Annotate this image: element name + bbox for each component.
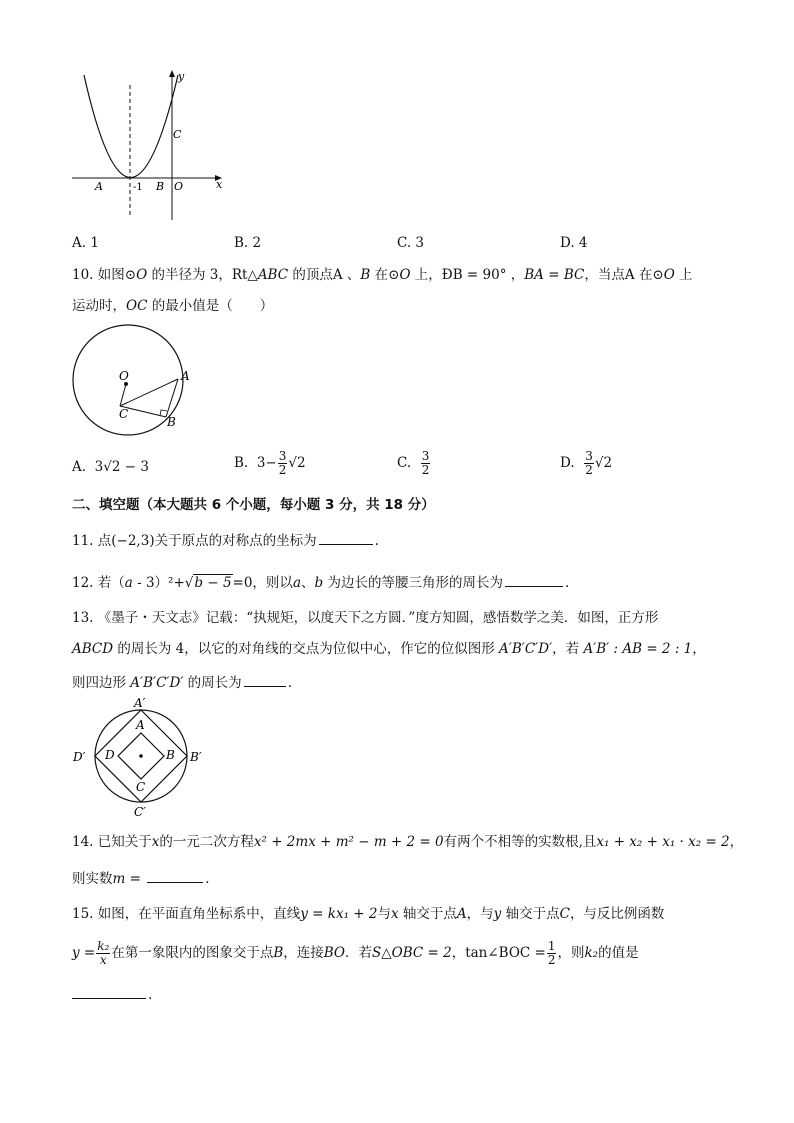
point-c-label: C [173, 128, 182, 141]
q12: 12. 若（a - 3）²+√b − 5=0，则以a、b 为边长的等腰三角形的周长为 . [72, 575, 570, 591]
answer-blank[interactable] [319, 531, 373, 545]
point-b-prime-label: B′ [190, 750, 202, 764]
q14-line2: 则实数m = . [72, 871, 210, 887]
origin-label: O [174, 180, 184, 193]
answer-blank[interactable] [147, 869, 203, 883]
point-a-label: A [136, 718, 145, 732]
point-d-label: D [105, 748, 115, 762]
point-a-label: A [181, 369, 190, 383]
q10-option-b: B. 3− $\frac{3}{2}$ √2 [234, 449, 306, 477]
point-b-label: B [156, 180, 165, 193]
q14-line1: 14. 已知关于x的一元二次方程x² + 2mx + m² − m + 2 = 0有两个不相等的实数根,且x₁ + x₂ + x₁ · x₂ = 2， [72, 834, 744, 850]
point-c-label: C [136, 780, 146, 794]
answer-blank[interactable] [505, 573, 563, 587]
q15-line2: y = $\frac{\text{k₂}}{x}$ 在第一象限内的图象交于点B，连接BO．若S△OBC = 2，tan∠BOC = $\frac{1}{2}$ ，则k₂的值是 [72, 939, 639, 967]
answer-blank[interactable] [244, 673, 286, 687]
answer-blank[interactable] [72, 985, 146, 999]
point-a-label: A [95, 180, 103, 193]
square-circle-figure [70, 692, 215, 822]
minus-one-label: -1 [133, 182, 143, 193]
q10-option-c: C. $\frac{3}{2}$ [397, 449, 430, 477]
point-a-prime-label: A′ [134, 696, 146, 710]
q13-line1: 13. 《墨子・天文志》记载：“执规矩，以度天下之方圆．”度方知圆，感悟数学之美．如图，正方形 [72, 610, 659, 626]
q11: 11. 点(−2,3)关于原点的对称点的坐标为 . [72, 533, 379, 549]
q13-line2: ABCD 的周长为 4，以它的对角线的交点为位似中心，作它的位似图形 A′B′C′D′，若 A′B′ : AB = 2 : 1， [72, 641, 706, 657]
y-axis-label: y [178, 70, 185, 83]
x-axis-label: x [216, 178, 223, 191]
q10-option-a: A. 3√2 − 3 [72, 459, 149, 475]
q9-option-a: A. 1 [72, 235, 99, 251]
q9-option-d: D. 4 [560, 235, 588, 251]
q15-line1: 15. 如图，在平面直角坐标系中，直线y = kx₁ + 2与x 轴交于点A，与y 轴交于点C，与反比例函数 [72, 906, 665, 922]
point-b-label: B [166, 748, 175, 762]
circle-figure [68, 322, 198, 442]
q9-option-b: B. 2 [234, 235, 262, 251]
q9-option-c: C. 3 [397, 235, 425, 251]
point-d-prime-label: D′ [73, 750, 86, 764]
point-c-prime-label: C′ [134, 805, 146, 819]
q10-option-d: D. $\frac{3}{2}$ √2 [560, 449, 613, 477]
center-o-label: O [119, 369, 129, 383]
parabola-graph [70, 65, 230, 225]
q10-line1: 10. 如图⊙O 的半径为 3，Rt△ABC 的顶点A 、B 在⊙O 上，ÐB = 90° ，BA = BC，当点A 在⊙O 上 [72, 267, 693, 283]
q13-line3: 则四边形 A′B′C′D′ 的周长为 . [72, 675, 292, 691]
q15-line3: . [72, 985, 152, 1004]
section-heading: 二、填空题（本大题共 6 个小题，每小题 3 分，共 18 分） [72, 497, 435, 513]
point-b-label: B [167, 415, 176, 429]
q10-line2: 运动时，OC 的最小值是（ ） [72, 298, 274, 314]
point-c-label: C [119, 407, 129, 421]
